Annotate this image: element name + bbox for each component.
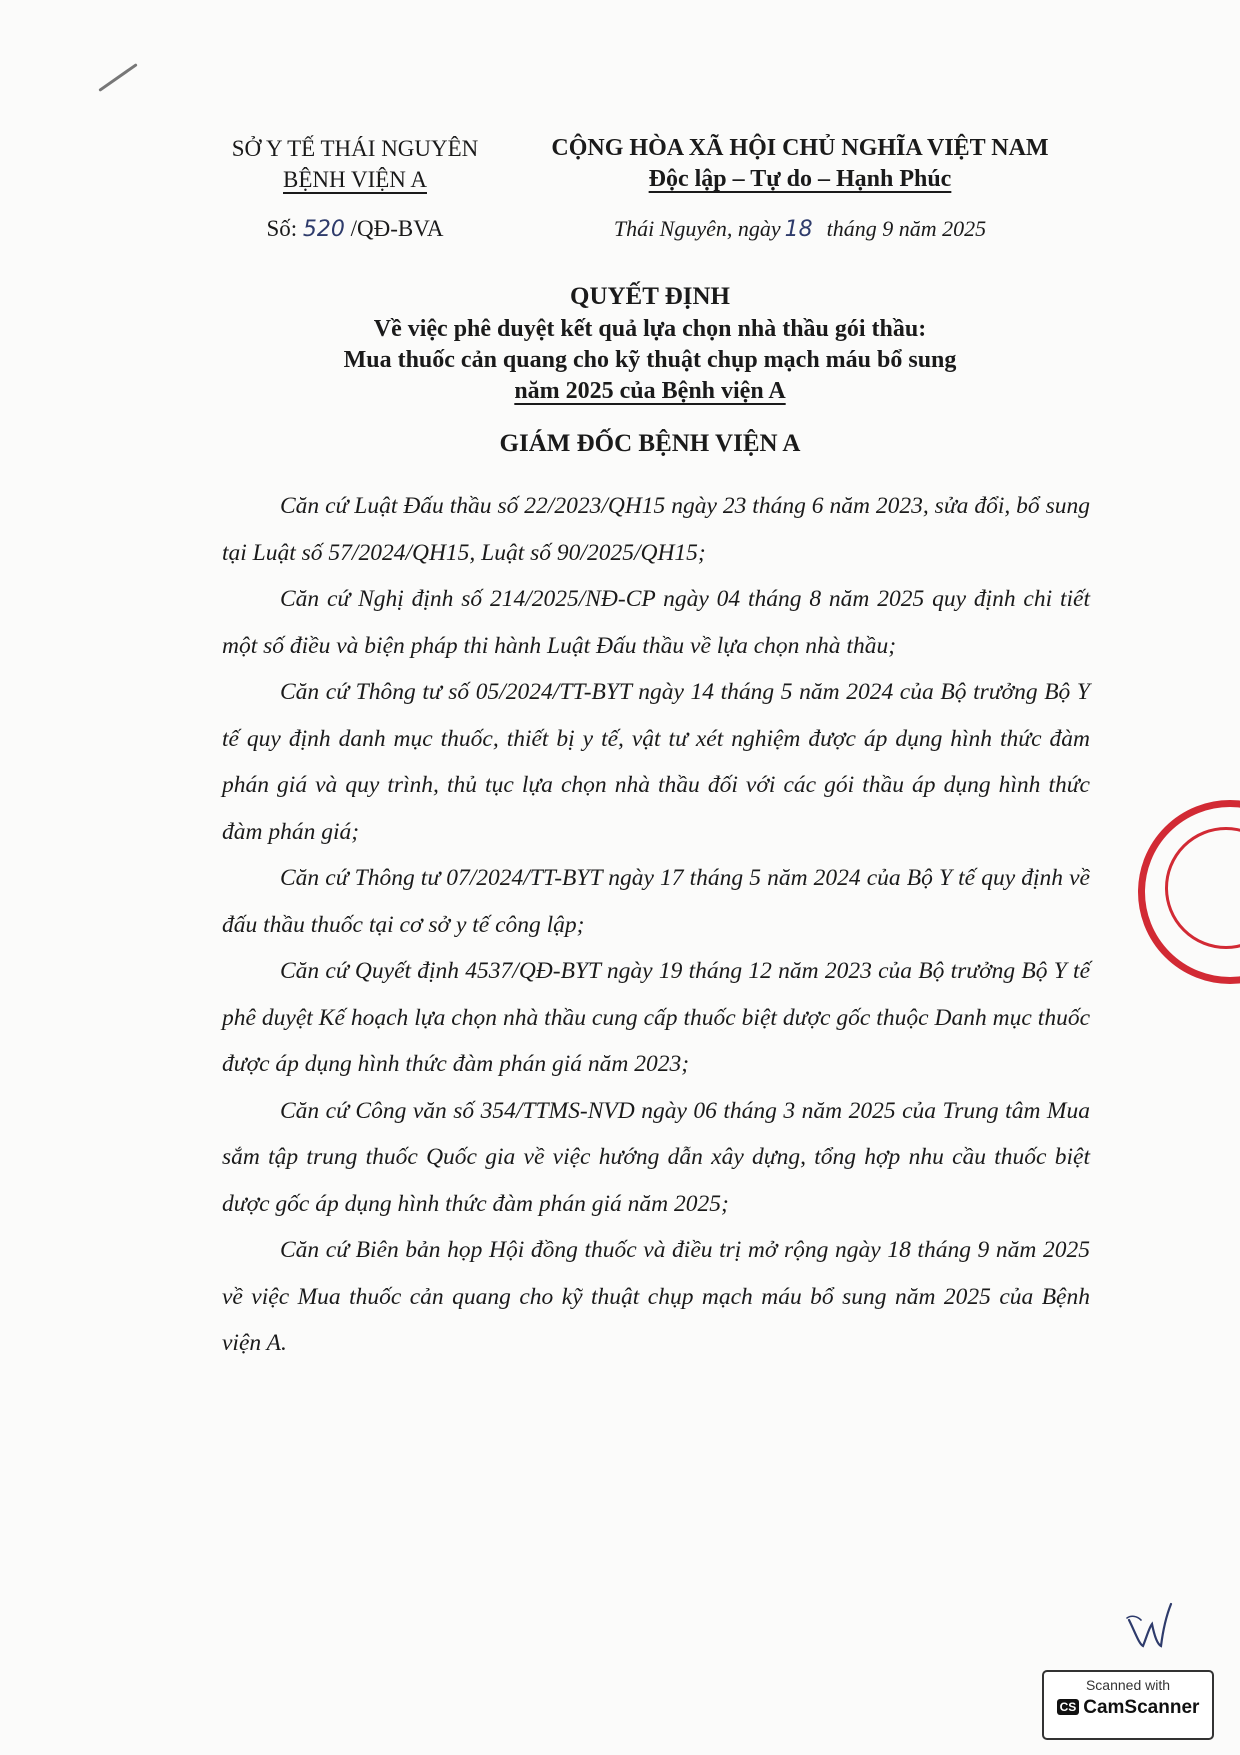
nation-name: CỘNG HÒA XÃ HỘI CHỦ NGHĨA VIỆT NAM <box>551 135 1049 161</box>
scanned-with-label: Scanned with <box>1085 1677 1171 1693</box>
paragraph: Căn cứ Thông tư 07/2024/TT-BYT ngày 17 tháng 5 năm 2024 của Bộ Y tế quy định về đấu thầu thuốc tại cơ sở y tế công lập; <box>222 865 1090 938</box>
paragraph: Căn cứ Thông tư số 05/2024/TT-BYT ngày 14 tháng 5 năm 2024 của Bộ trưởng Bộ Y tế quy định danh mục thuốc, thiết bị y tế, vật tư xét nghiệm được áp dụng hình thức đàm phán giá và quy trình, thủ tục lựa chọn nhà thầu đối với các gói thầu áp dụng hình thức đàm phán giá; <box>222 679 1090 845</box>
handwritten-initials <box>1125 1600 1173 1652</box>
document-number <box>205 213 505 245</box>
date-prefix: Thái Nguyên, ngày <box>613 216 781 241</box>
org-name-parent: SỞ Y TẾ THÁI NGUYÊN <box>231 136 479 161</box>
camscanner-brand <box>1044 1697 1212 1719</box>
legal-basis <box>222 483 1090 1367</box>
document-number-handwritten: 520 <box>302 217 345 242</box>
paragraph: Căn cứ Quyết định 4537/QĐ-BYT ngày 19 tháng 12 năm 2023 của Bộ trưởng Bộ Y tế phê duyệt Kế hoạch lựa chọn nhà thầu cung cấp thuốc biệt dược gốc thuộc Danh mục thuốc được áp dụng hình thức đàm phán giá năm 2023; <box>222 958 1090 1077</box>
pen-mark <box>98 63 137 92</box>
paragraph: Căn cứ Công văn số 354/TTMS-NVD ngày 06 tháng 3 năm 2025 của Trung tâm Mua sắm tập trung thuốc Quốc gia về việc hướng dẫn xây dựng, tổng hợp nhu cầu thuốc biệt dược gốc áp dụng hình thức đàm phán giá năm 2025; <box>222 1097 1090 1217</box>
document-number-prefix: Số: <box>266 216 298 241</box>
subject-line-2: Mua thuốc cản quang cho kỹ thuật chụp mạch máu bổ sung <box>343 347 957 373</box>
national-motto: Độc lập – Tự do – Hạnh Phúc <box>648 166 952 192</box>
paragraph: Căn cứ Nghị định số 214/2025/NĐ-CP ngày 04 tháng 8 năm 2025 quy định chi tiết một số điều và biện pháp thi hành Luật Đấu thầu về lựa chọn nhà thầu; <box>222 586 1090 659</box>
camscanner-badge <box>1042 1670 1214 1740</box>
title-block <box>150 280 1150 461</box>
paragraph: Căn cứ Luật Đấu thầu số 22/2023/QH15 ngày 23 tháng 6 năm 2023, sửa đổi, bổ sung tại Luật số 57/2024/QH15, Luật số 90/2025/QH15; <box>222 493 1090 566</box>
document-type: QUYẾT ĐỊNH <box>570 283 730 310</box>
stamp-inner-ring <box>1165 827 1240 949</box>
paragraph: Căn cứ Biên bản họp Hội đồng thuốc và điều trị mở rộng ngày 18 tháng 9 năm 2025 về việc Mua thuốc cản quang cho kỹ thuật chụp mạch máu bổ sung năm 2025 của Bệnh viện A. <box>222 1237 1090 1356</box>
subject-line-1: Về việc phê duyệt kết quả lựa chọn nhà thầu gói thầu: <box>373 316 927 342</box>
camscanner-brand-name: CamScanner <box>1083 1697 1200 1718</box>
document-number-suffix: /QĐ-BVA <box>350 216 444 241</box>
header-left <box>205 133 505 245</box>
camscanner-logo-icon: CS <box>1057 1699 1080 1715</box>
issuing-authority: GIÁM ĐỐC BỆNH VIỆN A <box>499 430 801 457</box>
official-stamp <box>1138 800 1240 984</box>
subject-line-3: năm 2025 của Bệnh viện A <box>514 378 786 404</box>
date-suffix: tháng 9 năm 2025 <box>826 216 987 241</box>
issue-date <box>530 213 1070 245</box>
org-name: BỆNH VIỆN A <box>283 167 427 192</box>
header-right <box>530 133 1070 245</box>
date-day-handwritten: 18 <box>784 217 813 242</box>
